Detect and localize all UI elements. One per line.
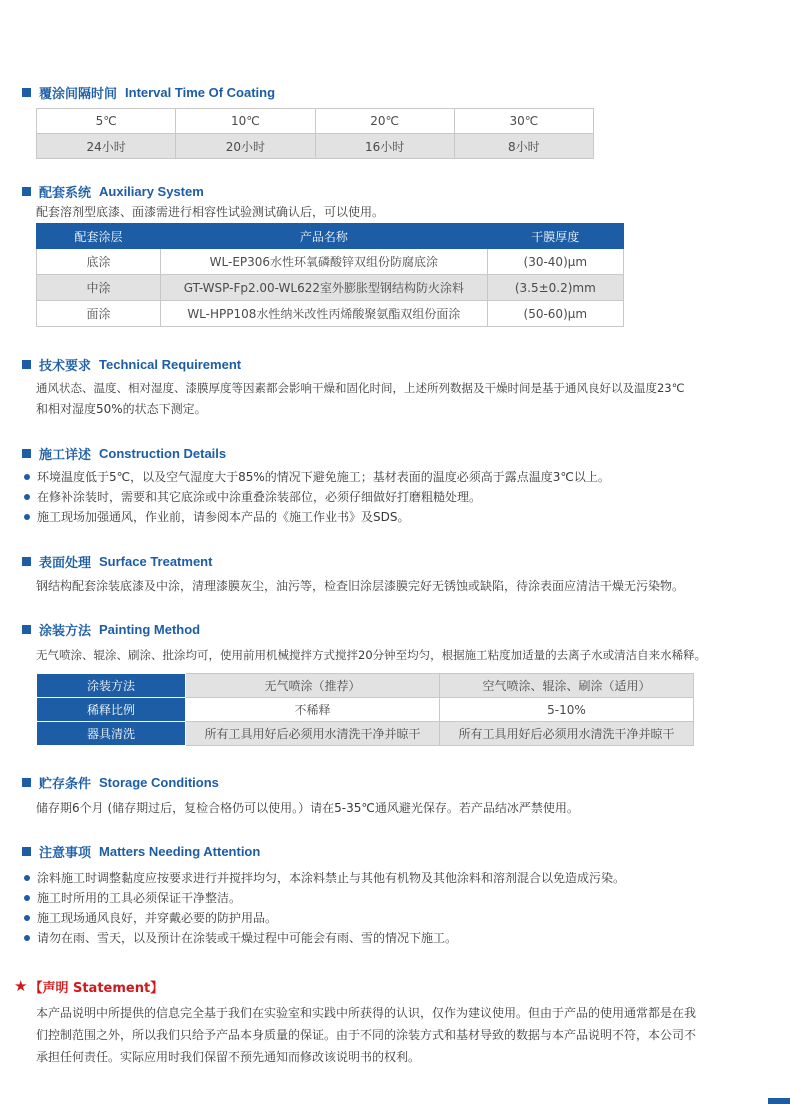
list-item-text: 施工时所用的工具必须保证干净整洁。 [37, 891, 242, 905]
table-cell: 所有工具用好后必须用水清洗干净并晾干 [440, 722, 694, 746]
table-cell: WL-HPP108水性纳米改性丙烯酸聚氨酯双组份面涂 [161, 301, 487, 327]
bullet-icon [24, 895, 30, 901]
bullet-icon [24, 474, 30, 480]
temp-cell: 30℃ [454, 109, 593, 134]
table-cell: (3.5±0.2)mm [487, 275, 623, 301]
auxiliary-desc: 配套溶剂型底漆、面漆需进行相容性试验测试确认后，可以使用。 [36, 205, 385, 219]
table-cell: 不稀释 [186, 698, 440, 722]
section-title-en: Painting Method [99, 621, 201, 637]
section-marker-icon [22, 557, 31, 566]
section-marker-icon [22, 847, 31, 856]
table-cell: GT-WSP-Fp2.00-WL622室外膨胀型钢结构防火涂料 [161, 275, 487, 301]
table-row [37, 722, 694, 746]
section-title-en: Construction Details [99, 445, 227, 461]
section-title-en: Auxiliary System [99, 183, 204, 199]
interval-table [36, 108, 594, 159]
section-marker-icon [22, 88, 31, 97]
row-label: 稀释比例 [37, 698, 186, 722]
temp-cell: 5℃ [37, 109, 176, 134]
list-item [24, 868, 625, 888]
section-title-en: Interval Time Of Coating [125, 84, 276, 100]
section-marker-icon [22, 187, 31, 196]
section-title-cn: 涂装方法 [39, 623, 92, 639]
section-title-cn: 覆涂间隔时间 [39, 86, 118, 102]
section-title-cn: 技术要求 [39, 358, 92, 374]
painting-desc: 无气喷涂、辊涂、刷涂、批涂均可，使用前用机械搅拌方式搅拌20分钟至均匀，根据施工粘度加适量的去离子水或清洁自来水稀释。 [36, 648, 707, 662]
section-title-cn: 注意事项 [39, 845, 92, 861]
table-cell: 空气喷涂、辊涂、刷涂（适用） [440, 674, 694, 698]
table-cell: WL-EP306水性环氧磷酸锌双组份防腐底涂 [161, 249, 487, 275]
section-marker-icon [22, 778, 31, 787]
bullet-icon [24, 494, 30, 500]
section-marker-icon [22, 449, 31, 458]
list-item [24, 928, 625, 948]
column-header: 配套涂层 [37, 224, 161, 249]
list-item-text: 环境温度低于5℃，以及空气湿度大于85%的情况下避免施工；基材表面的温度必须高于露点温度3℃以上。 [37, 470, 610, 484]
bullet-icon [24, 915, 30, 921]
section-title-storage [22, 773, 219, 791]
row-label: 涂装方法 [37, 674, 186, 698]
table-row [37, 275, 624, 301]
section-title-construction [22, 444, 226, 462]
section-title-en: Storage Conditions [99, 774, 219, 790]
time-cell: 24小时 [37, 134, 176, 159]
technical-line-1: 通风状态、温度、相对湿度、漆膜厚度等因素都会影响干燥和固化时间，上述所列数据及干燥时间是基于通风良好以及温度23℃ [36, 381, 685, 395]
section-marker-icon [22, 360, 31, 369]
list-item [24, 487, 610, 507]
surface-desc: 钢结构配套涂装底漆及中涂，清理漆膜灰尘，油污等，检查旧涂层漆膜完好无锈蚀或缺陷，待涂表面应清洁干燥无污染物。 [36, 579, 685, 593]
table-cell: (30-40)μm [487, 249, 623, 275]
section-title-cn: 贮存条件 [39, 776, 92, 792]
section-title-technical [22, 355, 241, 373]
list-item [24, 908, 625, 928]
table-cell: 所有工具用好后必须用水清洗干净并晾干 [186, 722, 440, 746]
section-title-attention [22, 842, 260, 860]
section-title-cn: 表面处理 [39, 555, 92, 571]
attention-list [24, 868, 625, 948]
statement-heading: 【声明 Statement】 [29, 980, 164, 996]
page-corner-marker [768, 1098, 790, 1104]
list-item-text: 施工现场通风良好，并穿戴必要的防护用品。 [37, 911, 278, 925]
table-cell: (50-60)μm [487, 301, 623, 327]
auxiliary-table [36, 223, 624, 327]
list-item-text: 在修补涂装时，需要和其它底涂或中涂重叠涂装部位，必须仔细做好打磨粗糙处理。 [37, 490, 482, 504]
section-title-surface [22, 552, 212, 570]
statement-line-2: 们控制范围之外，所以我们只给予产品本身质量的保证。由于不同的涂装方式和基材导致的数据与本产品说明不符，本公司不 [36, 1028, 697, 1042]
statement-line-3: 承担任何责任。实际应用时我们保留不预先通知而修改该说明书的权利。 [36, 1050, 421, 1064]
section-title-cn: 配套系统 [39, 185, 92, 201]
section-title-painting [22, 620, 200, 638]
construction-list [24, 467, 610, 527]
list-item-text: 施工现场加强通风，作业前，请参阅本产品的《施工作业书》及SDS。 [37, 510, 410, 524]
section-title-en: Matters Needing Attention [99, 843, 261, 859]
painting-table [36, 673, 694, 746]
temp-cell: 10℃ [176, 109, 315, 134]
column-header: 干膜厚度 [487, 224, 623, 249]
table-cell: 5-10% [440, 698, 694, 722]
statement-title [14, 976, 163, 996]
time-cell: 20小时 [176, 134, 315, 159]
section-title-cn: 施工详述 [39, 447, 92, 463]
table-row [37, 674, 694, 698]
bullet-icon [24, 514, 30, 520]
table-row [37, 301, 624, 327]
bullet-icon [24, 935, 30, 941]
table-cell: 底涂 [37, 249, 161, 275]
column-header: 产品名称 [161, 224, 487, 249]
technical-line-2: 和相对湿度50%的状态下测定。 [36, 402, 207, 416]
list-item [24, 507, 610, 527]
time-cell: 8小时 [454, 134, 593, 159]
star-icon: ★ [14, 977, 28, 995]
table-cell: 面涂 [37, 301, 161, 327]
table-cell: 无气喷涂（推荐） [186, 674, 440, 698]
section-title-auxiliary [22, 182, 204, 200]
table-row [37, 249, 624, 275]
statement-line-1: 本产品说明中所提供的信息完全基于我们在实验室和实践中所获得的认识，仅作为建议使用。但由于产品的使用通常都是在我 [36, 1006, 697, 1020]
table-row [37, 698, 694, 722]
list-item [24, 888, 625, 908]
row-label: 器具清洗 [37, 722, 186, 746]
section-title-en: Technical Requirement [99, 356, 242, 372]
section-title-interval [22, 83, 275, 101]
bullet-icon [24, 875, 30, 881]
time-cell: 16小时 [315, 134, 454, 159]
list-item-text: 请勿在雨、雪天，以及预计在涂装或干燥过程中可能会有雨、雪的情况下施工。 [37, 931, 458, 945]
section-marker-icon [22, 625, 31, 634]
storage-desc: 储存期6个月 (储存期过后，复检合格仍可以使用。）请在5-35℃通风避光保存。若产品结冰严禁使用。 [36, 801, 579, 815]
list-item [24, 467, 610, 487]
table-cell: 中涂 [37, 275, 161, 301]
list-item-text: 涂料施工时调整黏度应按要求进行并搅拌均匀，本涂料禁止与其他有机物及其他涂料和溶剂混合以免造成污染。 [37, 871, 626, 885]
section-title-en: Surface Treatment [99, 553, 213, 569]
temp-cell: 20℃ [315, 109, 454, 134]
